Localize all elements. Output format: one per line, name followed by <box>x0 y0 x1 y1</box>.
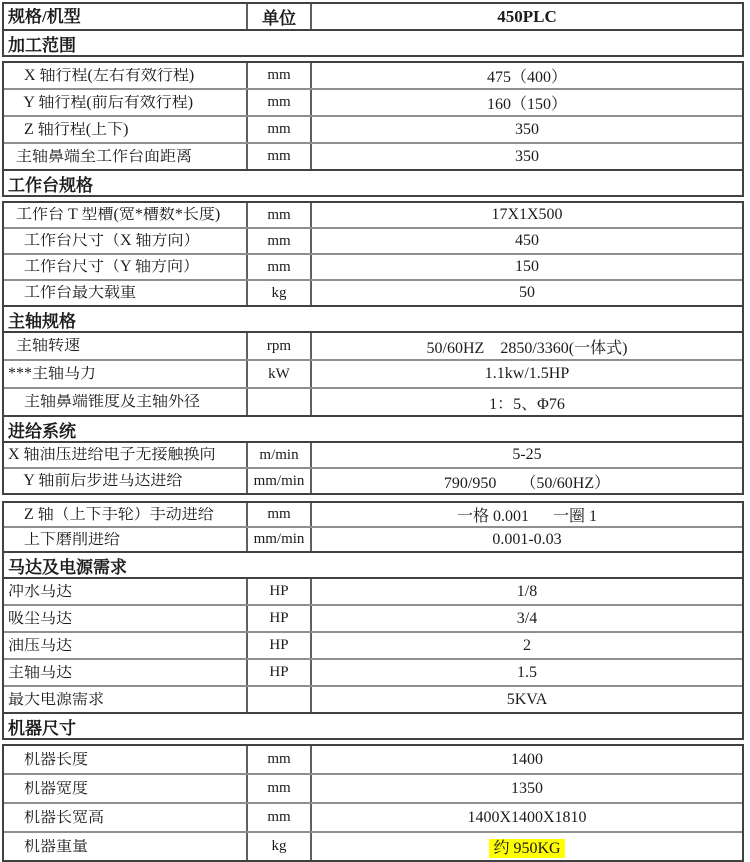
spec-row-machine-lwh <box>4 802 742 831</box>
row-label: 主轴马达 <box>8 664 73 681</box>
row-unit: mm <box>246 90 312 115</box>
row-label: 工作台 T 型槽(宽*槽数*长度) <box>8 207 221 223</box>
spec-row-dust-motor <box>4 604 742 631</box>
row-value: 1.5 <box>517 663 537 681</box>
row-label: 机器长度 <box>8 751 89 768</box>
section-header-worktable-specs <box>2 169 744 197</box>
worktable-specs-rows <box>2 201 744 307</box>
machine-dimensions-rows <box>2 744 744 862</box>
row-value-highlighted <box>312 835 742 858</box>
row-unit: mm <box>246 255 312 279</box>
spec-row-spindle-taper-diameter <box>4 387 742 415</box>
spec-row-machine-weight <box>4 831 742 860</box>
row-value: 450 <box>515 232 539 249</box>
row-value: 一格 0.001 一圈 1 <box>456 508 597 525</box>
row-label: 吸尘马达 <box>8 610 73 627</box>
row-label: 油压马达 <box>8 637 73 654</box>
row-value: 17X1X500 <box>491 206 563 223</box>
row-value: 1350 <box>511 779 543 797</box>
highlighted-weight-value: 约 950KG <box>489 839 564 858</box>
row-unit: mm <box>246 144 312 169</box>
section-header-feed-system <box>2 415 744 443</box>
spec-row-machine-width <box>4 773 742 802</box>
row-unit: mm <box>246 63 312 88</box>
row-value: 1：5、Φ76 <box>489 395 565 413</box>
row-value: 350 <box>515 147 539 165</box>
row-unit: kW <box>246 361 312 387</box>
row-label: ***主轴马力 <box>8 366 97 382</box>
row-label: 机器长宽高 <box>8 809 105 826</box>
section-title: 工作台规格 <box>8 175 93 195</box>
section-header-spindle-specs <box>2 305 744 333</box>
row-label: 工作台尺寸（Y 轴方向） <box>8 259 199 275</box>
feed-system-rows-upper <box>2 441 744 495</box>
section-header-machine-dimensions <box>2 712 744 740</box>
row-unit: mm/min <box>246 469 312 493</box>
row-label: 主轴鼻端锥度及主轴外径 <box>8 394 201 410</box>
row-label: 最大电源需求 <box>8 691 105 708</box>
row-label: X 轴行程(左右有效行程) <box>8 67 195 84</box>
row-unit: HP <box>246 606 312 631</box>
row-label: 机器宽度 <box>8 780 89 797</box>
spec-row-grinding-feed <box>4 526 742 551</box>
row-unit <box>246 389 312 415</box>
spec-row-spindle-speed <box>4 333 742 359</box>
section-title: 主轴规格 <box>8 311 76 331</box>
row-value: 475（400） <box>486 69 567 86</box>
row-unit: rpm <box>246 333 312 359</box>
row-value: 0.001-0.03 <box>492 530 562 548</box>
motor-power-rows <box>2 577 744 714</box>
machine-spec-sheet <box>2 2 744 862</box>
spec-row-y-stepper-feed <box>4 467 742 493</box>
spec-row-table-max-load <box>4 279 742 305</box>
row-unit: HP <box>246 660 312 685</box>
row-value: 1.1kw/1.5HP <box>484 365 570 382</box>
row-label: Z 轴（上下手轮）手动进给 <box>8 506 214 523</box>
row-label: Y 轴行程(前后有效行程) <box>8 94 194 111</box>
row-label: 上下磨削进给 <box>8 531 121 548</box>
header-model-value: 450PLC <box>497 6 557 26</box>
row-value: 2 <box>523 636 531 654</box>
row-value: 50/60HZ 2850/3360(一体式) <box>426 339 628 357</box>
table-header-block <box>2 2 744 31</box>
row-label: 机器重量 <box>8 838 89 855</box>
row-label: 工作台最大载重 <box>8 285 137 301</box>
spec-row-coolant-motor <box>4 579 742 604</box>
row-value: 150 <box>515 258 539 275</box>
spec-row-spindle-nose-to-table <box>4 142 742 169</box>
section-header-machining-range <box>2 29 744 57</box>
section-header-motor-power-requirements <box>2 551 744 579</box>
machining-range-rows <box>2 61 744 171</box>
row-unit: kg <box>246 281 312 305</box>
row-unit: mm <box>246 203 312 227</box>
row-value: 790/950 （50/60HZ） <box>443 474 611 492</box>
row-label: 主轴转速 <box>8 338 81 354</box>
row-unit: HP <box>246 579 312 604</box>
row-unit <box>246 687 312 712</box>
row-value: 160（150） <box>486 96 567 113</box>
section-title: 机器尺寸 <box>8 718 76 738</box>
spec-row-t-slot <box>4 203 742 227</box>
row-unit: mm <box>246 804 312 831</box>
header-unit-label: 单位 <box>246 4 312 29</box>
row-unit: kg <box>246 833 312 860</box>
row-value: 5-25 <box>512 446 542 463</box>
spec-row-spindle-power <box>4 359 742 387</box>
spec-row-x-axis-travel <box>4 63 742 88</box>
section-title: 马达及电源需求 <box>8 557 127 577</box>
row-value: 1400X1400X1810 <box>467 808 587 826</box>
section-title: 加工范围 <box>8 35 76 55</box>
spec-row-hydraulic-motor <box>4 631 742 658</box>
row-unit: mm <box>246 229 312 253</box>
row-value: 50 <box>519 284 535 301</box>
row-unit: mm/min <box>246 528 312 551</box>
feed-system-rows-lower <box>2 501 744 553</box>
row-unit: mm <box>246 746 312 773</box>
spec-row-table-size-y <box>4 253 742 279</box>
spec-row-z-manual-feed <box>4 503 742 526</box>
row-unit: HP <box>246 633 312 658</box>
spec-row-max-power <box>4 685 742 712</box>
row-label: 主轴鼻端至工作台面距离 <box>8 148 193 165</box>
row-unit: mm <box>246 775 312 802</box>
row-unit: mm <box>246 117 312 142</box>
spec-row-y-axis-travel <box>4 88 742 115</box>
header-spec-model-label: 规格/机型 <box>8 8 81 25</box>
row-label: Y 轴前后步进马达进给 <box>8 473 183 489</box>
row-unit: m/min <box>246 443 312 467</box>
row-value: 3/4 <box>516 609 538 627</box>
row-value: 350 <box>515 120 539 138</box>
spec-row-z-axis-travel <box>4 115 742 142</box>
row-label: 冲水马达 <box>8 583 73 600</box>
spec-row-spindle-motor <box>4 658 742 685</box>
row-label: X 轴油压进给电子无接触换向 <box>8 447 216 463</box>
row-label: 工作台尺寸（X 轴方向） <box>8 233 200 249</box>
row-label: Z 轴行程(上下) <box>8 121 129 138</box>
row-value: 1/8 <box>516 582 538 600</box>
section-title: 进给系统 <box>8 421 76 441</box>
row-value: 5KVA <box>506 690 548 708</box>
spec-row-x-hydraulic-feed <box>4 443 742 467</box>
row-value: 1400 <box>511 750 543 768</box>
row-unit: mm <box>246 503 312 526</box>
spindle-specs-rows <box>2 331 744 417</box>
spec-row-table-size-x <box>4 227 742 253</box>
table-header-row <box>4 4 742 29</box>
spec-row-machine-length <box>4 746 742 773</box>
